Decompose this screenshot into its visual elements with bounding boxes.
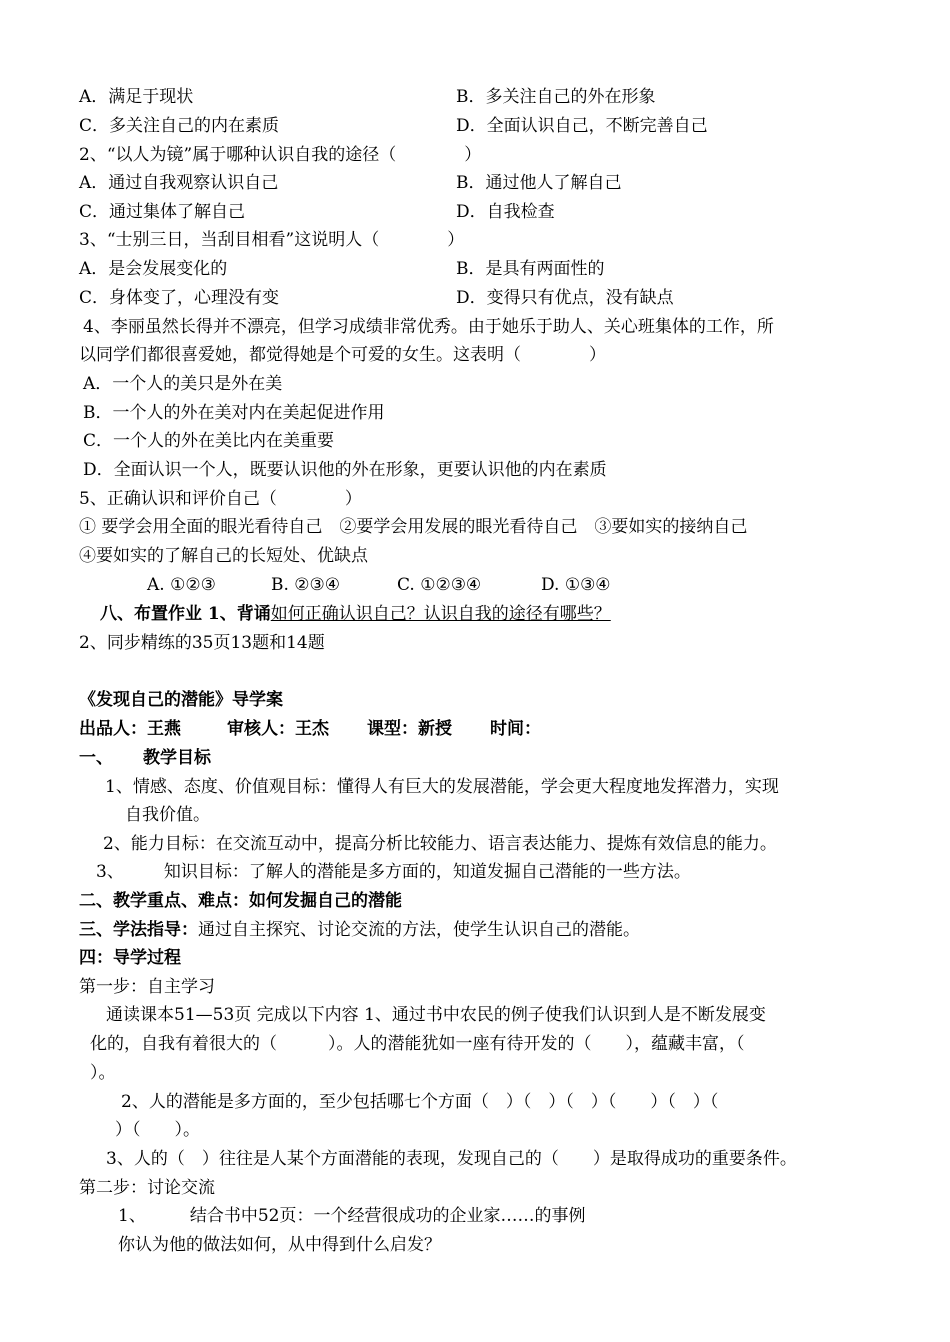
q5-option-c: C. ①②③④: [397, 575, 482, 595]
q5-items-line1: ① 要学会用全面的眼光看待自己 ②要学会用发展的眼光看待自己 ③要如实的接纳自己: [79, 517, 748, 537]
step1-heading: 第一步：自主学习: [79, 977, 215, 997]
step2-q1-number: 1、: [118, 1206, 146, 1226]
q1-option-b: B．多关注自己的外在形象: [456, 87, 656, 107]
q3-option-c: C．身体变了，心理没有变: [79, 288, 280, 308]
section3-line: [79, 919, 640, 941]
goal1-line2: 自我价值。: [125, 805, 210, 825]
q3-stem: 3、“士别三日，当刮目相看”这说明人（ ）: [79, 230, 465, 250]
goal1-line1: 1、情感、态度、价值观目标：懂得人有巨大的发展潜能，学会更大程度地发挥潜力，实现: [105, 777, 779, 797]
step2-q1-line: [118, 1205, 585, 1227]
producer-label: 出品人：王燕: [79, 719, 181, 739]
q2-option-d: D．自我检查: [456, 202, 555, 222]
plan-title: 《发现自己的潜能》导学案: [79, 690, 283, 710]
q4-option-c: C．一个人的外在美比内在美重要: [83, 431, 335, 451]
q5-option-a: A. ①②③: [147, 575, 216, 595]
q3-option-b: B．是具有两面性的: [456, 259, 605, 279]
step2-q1: 结合书中52页：一个经营很成功的企业家……的事例: [189, 1206, 586, 1226]
step1-q3: 3、人的（ ）往往是人某个方面潜能的表现，发现自己的（ ）是取得成功的重要条件。: [106, 1149, 797, 1169]
q1-option-c: C．多关注自己的内在素质: [79, 116, 280, 136]
q2-option-a: A．通过自我观察认识自己: [79, 173, 279, 193]
section1-title: 教学目标: [143, 748, 211, 768]
q4-stem-line1: 4、李丽虽然长得并不漂亮，但学习成绩非常优秀。由于她乐于助人、关心班集体的工作，所: [83, 317, 774, 337]
plan-meta: [79, 718, 541, 740]
homework-task2: 2、同步精练的35页13题和14题: [79, 633, 325, 653]
q4-option-a: A．一个人的美只是外在美: [83, 374, 283, 394]
section4-heading: 四：导学过程: [79, 948, 181, 968]
q1-option-a: A．满足于现状: [79, 87, 194, 107]
q1-option-d: D．全面认识自己，不断完善自己: [456, 116, 708, 136]
q4-stem-line2: 以同学们都很喜爱她，都觉得她是个可爱的女生。这表明（ ）: [79, 345, 606, 365]
step1-line2: 化的，自我有着很大的（ ）。人的潜能犹如一座有待开发的（ ），蕴藏丰富，（: [90, 1034, 745, 1054]
step1-line1: 通读课本51—53页 完成以下内容 1、通过书中农民的例子使我们认识到人是不断发展变: [106, 1005, 766, 1025]
step1-q2-line1: 2、人的潜能是多方面的，至少包括哪七个方面（ ）（ ）（ ）（ ）（ ）（: [121, 1092, 719, 1112]
course-type-label: 课型：新授: [367, 719, 452, 739]
step1-q2-line2: ）（ ）。: [115, 1120, 200, 1140]
q2-option-b: B．通过他人了解自己: [456, 173, 622, 193]
homework-line: [100, 603, 611, 625]
q2-option-c: C．通过集体了解自己: [79, 202, 246, 222]
q3-option-a: A．是会发展变化的: [79, 259, 228, 279]
section3-text: 通过自主探究、讨论交流的方法，使学生认识自己的潜能。: [198, 920, 640, 940]
step2-q1-prompt: 你认为他的做法如何，从中得到什么启发？: [118, 1235, 441, 1255]
section3-label: 三、学法指导：: [79, 920, 198, 940]
goal3-line: [96, 861, 691, 883]
q2-stem: 2、“以人为镜”属于哪种认识自我的途径（ ）: [79, 145, 482, 165]
goal3-number: 3、: [96, 862, 124, 882]
time-label: 时间：: [490, 719, 541, 739]
q4-option-d: D．全面认识一个人，既要认识他的外在形象，更要认识他的内在素质: [83, 460, 607, 480]
section2-heading: 二、教学重点、难点：如何发掘自己的潜能: [79, 891, 402, 911]
section1-number: 一、: [79, 748, 113, 768]
goal3: 知识目标：了解人的潜能是多方面的，知道发掘自己潜能的一些方法。: [163, 862, 691, 882]
step2-heading: 第二步：讨论交流: [79, 1178, 215, 1198]
section1-heading: [79, 747, 211, 769]
q5-option-b: B. ②③④: [271, 575, 341, 595]
q3-option-d: D．变得只有优点，没有缺点: [456, 288, 674, 308]
homework-heading: 八、布置作业 1、背诵: [100, 604, 271, 624]
reviewer-label: 审核人：王杰: [227, 719, 329, 739]
q4-option-b: B．一个人的外在美对内在美起促进作用: [83, 403, 385, 423]
goal2: 2、能力目标：在交流互动中，提高分析比较能力、语言表达能力、提炼有效信息的能力。: [103, 834, 777, 854]
q5-option-d: D. ①③④: [541, 575, 611, 595]
homework-task1: 如何正确认识自己？认识自我的途径有哪些？: [270, 604, 611, 624]
step1-line3: ）。: [90, 1063, 116, 1083]
q5-items-line2: ④要如实的了解自己的长短处、优缺点: [79, 546, 368, 566]
q5-stem: 5、正确认识和评价自己（ ）: [79, 489, 362, 509]
